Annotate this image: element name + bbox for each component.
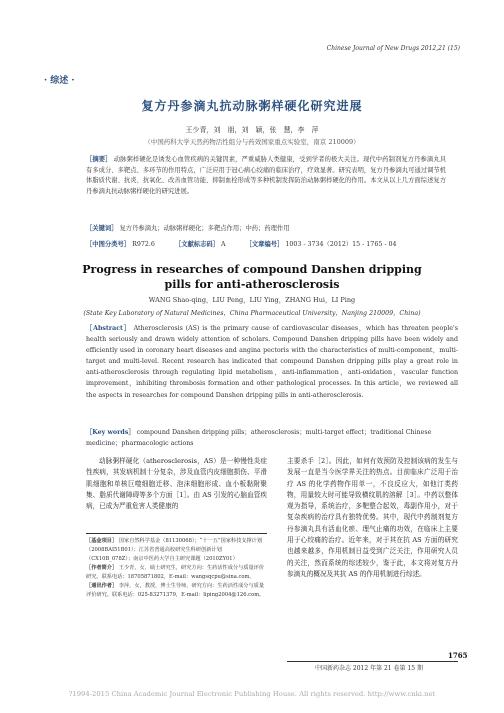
keywords-en <box>86 427 458 449</box>
clc-value: R972.6 <box>132 241 155 248</box>
keywords-cn-text: 复方丹参滴丸；动脉粥样硬化；多靶点作用；中药；药理作用 <box>119 225 290 232</box>
abstract-en-label: ［Abstract］ <box>86 325 131 332</box>
footnote-funding-label: ［基金项目］ <box>86 538 118 544</box>
section-tag: · 综述 · <box>44 76 75 86</box>
classification-cn <box>86 239 466 248</box>
doc-code-value: A <box>220 241 226 248</box>
footnote-author-label: ［作者简介］ <box>86 565 118 571</box>
affiliation-en: (State Key Laboratory of Natural Medicines，China Pharmaceutical University，Nanjing 210009，China) <box>83 310 421 317</box>
copyright-notice: ?1994-2015 China Academic Journal Electronic Publishing House. All rights reserved. http://www.cnki.net <box>68 690 436 698</box>
keywords-cn <box>86 223 456 232</box>
footnotes <box>86 537 267 600</box>
footnote-corresponding-text: 李萍，女，教授，博士生导师，研究方向：生药活性成分与质量评价研究。联系电话：025-83271379，E-mail：liping2004@126.com。 <box>86 583 265 598</box>
keywords-en-label: ［Key words］ <box>86 429 135 436</box>
abstract-en-text: Atherosclerosis (AS) is the primary cause of cardiovascular diseases，which has threaten people's health seriously and drawn widely attention of scholars. Compound Danshen dripping pills have been widely and efficiently used in coronary heart diseases and angina pectoris with the characteristics of multi-component，multi-target and multi-level. Recent research has indicated that compound Danshen dripping pills play a great role in anti-atherosclerosis through regulating lipid metabolism，anti-inflammation，anti-oxidation，vascular function improvement，inhibiting thrombosis formation and other pathological processes. In this article，we reviewed all the aspects in researches for compound Danshen dripping pills in anti-atherosclerosis. <box>86 325 458 399</box>
title-en-line-2: pills for anti-atherosclerosis <box>164 278 340 291</box>
affiliation-cn: （中国药科大学天然药物活性组分与药效国家重点实验室，南京 210009） <box>144 138 360 146</box>
footnote-corresponding-label: ［通讯作者］ <box>86 583 118 589</box>
footnote-funding-text: 国家自然科学基金（81130068）；“十一五”国家科技支撑计划（2008BAI51B01）；江苏省普通高校研究生科研创新计划（CX10B_078Z）；南京中医药大学自主研究课题（2010ZY01） <box>86 538 263 562</box>
abstract-cn-label: ［摘要］ <box>86 156 112 163</box>
page-number: 1765 <box>448 651 468 660</box>
footnote-funding <box>86 537 267 564</box>
article-number-label: ［文章编号］ <box>245 241 284 248</box>
title-cn: 复方丹参滴丸抗动脉粥样硬化研究进展 <box>141 99 363 113</box>
footnote-author <box>86 564 267 582</box>
article-number-value: 1003 - 3734（2012）15 - 1765 - 04 <box>285 241 397 248</box>
footer-divider <box>287 661 458 662</box>
journal-header: Chinese Journal of New Drugs 2012,21 (15) <box>326 45 460 52</box>
abstract-en <box>86 323 458 401</box>
doc-code-label: ［文献标志码］ <box>174 241 219 248</box>
clc-label: ［中图分类号］ <box>86 241 131 248</box>
footnote-author-text: 王少青，女，硕士研究生，研究方向：生药活性成分与质量评价研究。联系电话：18705871802，E-mail：wangsqcpu@sina.com。 <box>86 565 265 580</box>
title-en-line-1: Progress in researches of compound Danshen dripping <box>82 263 422 276</box>
body-right-column: 主要杀手［2］。因此，如何有效预防及控制该病的发生与发展一直是当今医学界关注的热点。目前临床广泛用于治疗 AS 的化学药物作用单一，不良反应大，如他汀类药物，用量较大时可能导致横纹肌的溶解［3］。中药以整体观为指导，系统治疗，多靶整合起效，毒副作用小，对于复杂疾病的治疗具有独特优势。其中，现代中药制剂复方丹参滴丸具有活血化瘀、理气止痛的功效，在临床上主要用于心绞痛的治疗。近年来，对于其在抗 AS 方面的研究也越来越多，作用机制日益受到广泛关注，作用研究人员的关注，然而系统的综述较少，鉴于此，本文将对复方丹参滴丸的概况及其抗 AS 的作用机制进行综述。 <box>287 457 458 578</box>
title-en <box>0 262 504 292</box>
abstract-cn <box>86 155 446 197</box>
footer-journal: 中国新药杂志 2012 年第 21 卷第 15 期 <box>315 665 423 672</box>
authors-cn: 王少青，刘 朋，刘 颖，张 慧，李 萍 <box>185 126 319 134</box>
authors-en: WANG Shao-qing，LIU Peng，LIU Ying，ZHANG Hui，LI Ping <box>148 296 356 304</box>
footnote-corresponding <box>86 582 267 600</box>
footnote-divider <box>86 533 267 534</box>
keywords-en-text: compound Danshen dripping pills；atherosclerosis；multi-target effect；traditional Chinese medicine；pharmacologic actions <box>86 429 432 448</box>
keywords-cn-label: ［关键词］ <box>86 225 118 232</box>
abstract-cn-text: 动脉粥样硬化是诱发心血管疾病的关键因素，严重威胁人类健康，受到学者的极大关注。现代中药制剂复方丹参滴丸具有多成分、多靶点、多环节的作用特点，广泛应用于冠心病心绞痛的临床治疗，疗效显著。研究表明，复方丹参滴丸可通过调节机体脂质代谢、抗炎、抗氧化、改善血管功能、抑制血栓形成等多种机制发挥防治动脉粥样硬化的作用。本文从以上几方面综述复方丹参滴丸抗动脉粥样硬化的研究进展。 <box>86 156 447 195</box>
body-left-column: 动脉粥样硬化（atherosclerosis，AS）是一种慢性炎症性疾病，其发病机制十分复杂，涉及血管内皮细胞损伤、平滑肌细胞和单核巨噬细胞迁移、泡沫细胞形成、血小板黏附聚集、脂质代谢障碍等多个方面［1］。由 AS 引发的心脑血管疾病，已成为严重危害人类健康的 <box>86 457 267 511</box>
